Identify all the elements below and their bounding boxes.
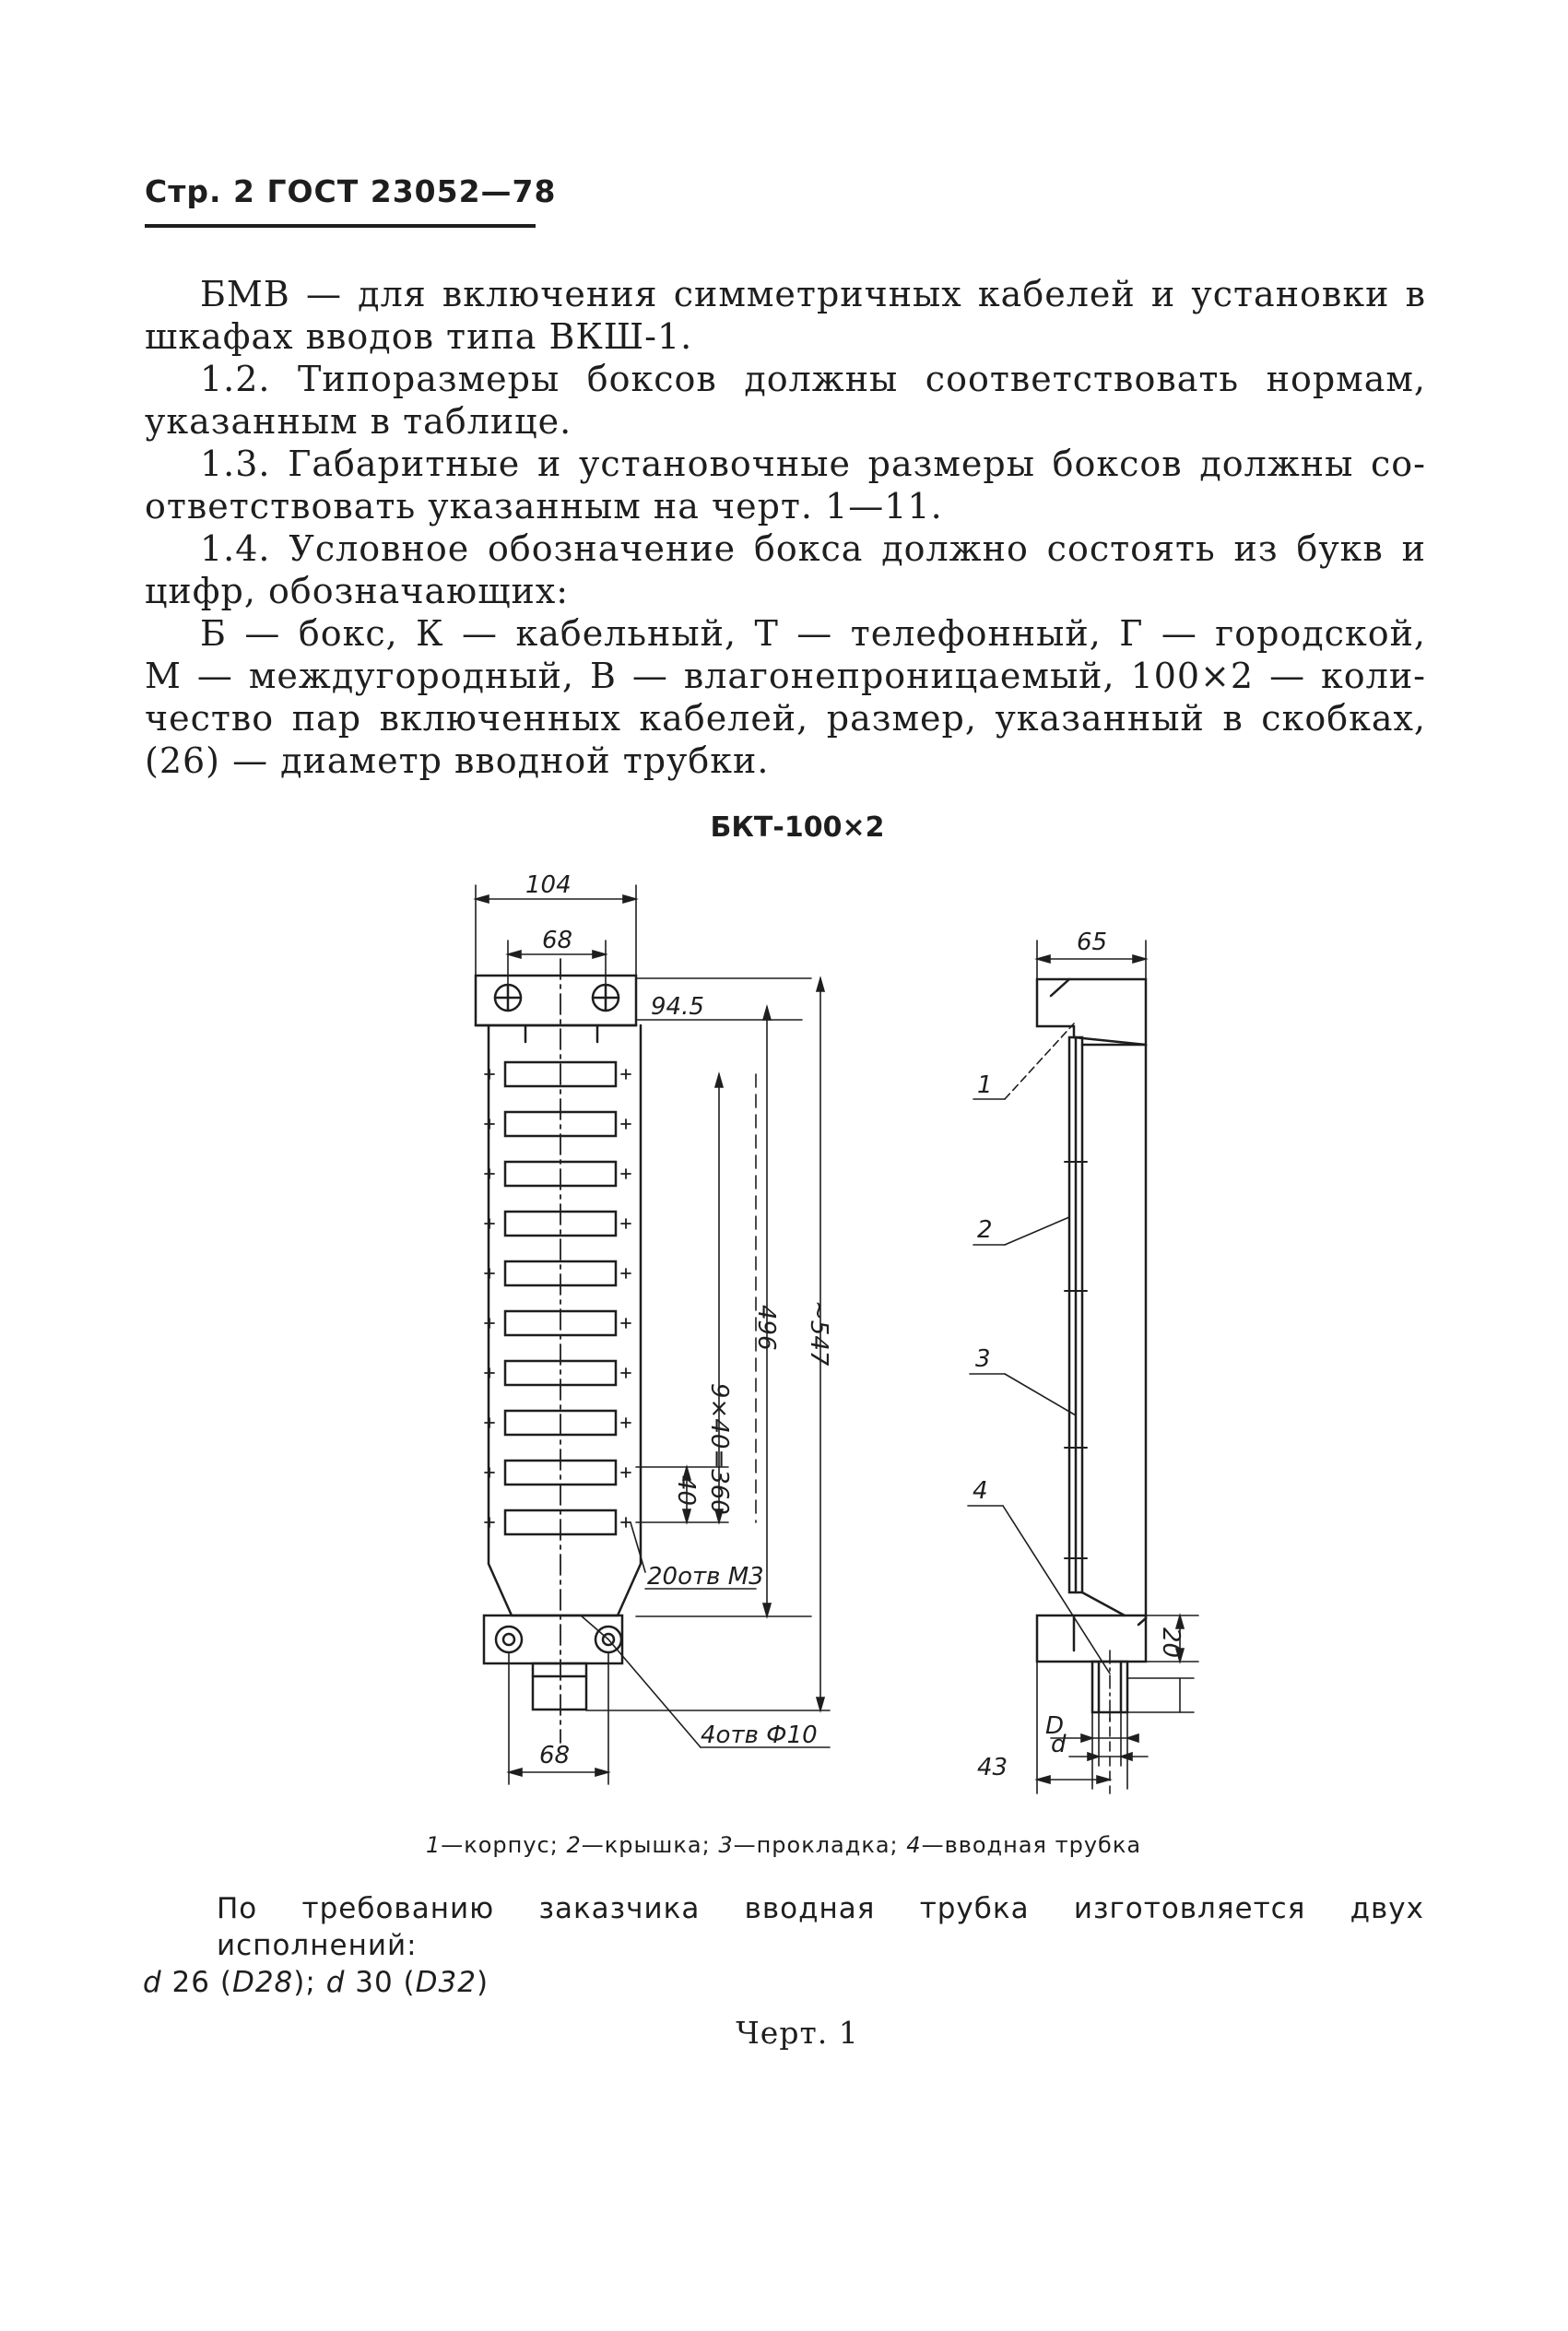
screw-marks xyxy=(485,1070,631,1527)
dim-104: 104 xyxy=(525,871,572,899)
legend-n3: 3 xyxy=(718,1832,734,1858)
callout-2: 2 xyxy=(977,1216,993,1244)
side-view-outline xyxy=(1037,979,1146,1712)
callout-4: 4 xyxy=(973,1477,988,1505)
dim-40: 40 xyxy=(672,1475,700,1507)
dim-43: 43 xyxy=(977,1754,1008,1781)
dim-65: 65 xyxy=(1077,929,1108,956)
dim-9x40-360: 9×40=360 xyxy=(705,1383,733,1515)
dim-94-5: 94.5 xyxy=(651,993,704,1021)
p1-line2: шкафах вводов типа ВКШ-1. xyxy=(145,316,693,357)
callout-3: 3 xyxy=(975,1345,991,1373)
callout-1: 1 xyxy=(977,1071,993,1099)
page-header: Стр. 2 ГОСТ 23052—78 xyxy=(145,173,557,209)
dim-68-top: 68 xyxy=(542,927,573,954)
p4-line2: цифр, обозначающих: xyxy=(145,571,570,611)
dim-d: d xyxy=(1051,1731,1067,1758)
legend-n4: 4 xyxy=(906,1832,922,1858)
p4-line1: 1.4. Условное обозначение бокса должно состоять из букв и xyxy=(200,528,1426,569)
p1-line1: БМВ — для включения симметричных кабелей и установки в xyxy=(200,274,1426,314)
legend-t4: —вводная трубка xyxy=(921,1832,1142,1858)
legend-n2: 2 xyxy=(566,1832,582,1858)
p3-line2: ответствовать указанным на черт. 1—11. xyxy=(145,486,943,527)
dim-68-bottom: 68 xyxy=(539,1742,571,1769)
dim-496: 496 xyxy=(752,1305,780,1351)
note-v2: 30 xyxy=(355,1966,394,1999)
p5-line4: (26) — диаметр вводной трубки. xyxy=(145,740,770,781)
dim-547: ~547 xyxy=(805,1300,832,1367)
p5-line3: чество пар включенных кабелей, размер, указанный в скобках, xyxy=(145,698,1426,739)
label-holes-m3: 20отв M3 xyxy=(647,1563,764,1591)
p5-line1: Б — бокс, К — кабельный, Т — телефонный, Г — городской, xyxy=(200,613,1426,654)
figure-note xyxy=(143,1890,1424,2001)
note-d2: d xyxy=(325,1966,346,1999)
p3-line1: 1.3. Габаритные и установочные размеры боксов должны со- xyxy=(200,444,1426,484)
p2-line2: указанным в таблице. xyxy=(145,401,572,442)
note-D1: D28 xyxy=(231,1966,294,1999)
note-d1: d xyxy=(143,1966,162,1999)
note-v1: 26 xyxy=(171,1966,210,1999)
legend-t1: —корпус; xyxy=(441,1832,559,1858)
legend-t3: —прокладка; xyxy=(733,1832,899,1858)
p2-line1: 1.2. Типоразмеры боксов должны соответствовать нормам, xyxy=(200,359,1426,399)
p5-line2: М — междугородный, В — влагонепроницаемый, 100×2 — коли- xyxy=(145,656,1426,696)
dim-D: D xyxy=(1045,1712,1065,1740)
note-D2: D32 xyxy=(415,1966,477,1999)
legend-t2: —крышка; xyxy=(581,1832,711,1858)
label-holes-d10: 4отв Ф10 xyxy=(701,1722,818,1749)
figure-legend xyxy=(147,1832,1420,1858)
figure-title: БКТ-100×2 xyxy=(710,811,885,844)
note-line2: d 26 (D28); d 30 (D32) xyxy=(143,1966,489,1999)
dim-20: 20 xyxy=(1157,1627,1185,1659)
note-line1: По требованию заказчика вводная трубка изготовляется двух исполнений: xyxy=(217,1892,1424,1962)
legend-n1: 1 xyxy=(425,1832,442,1858)
figure-caption: Черт. 1 xyxy=(736,2015,859,2051)
